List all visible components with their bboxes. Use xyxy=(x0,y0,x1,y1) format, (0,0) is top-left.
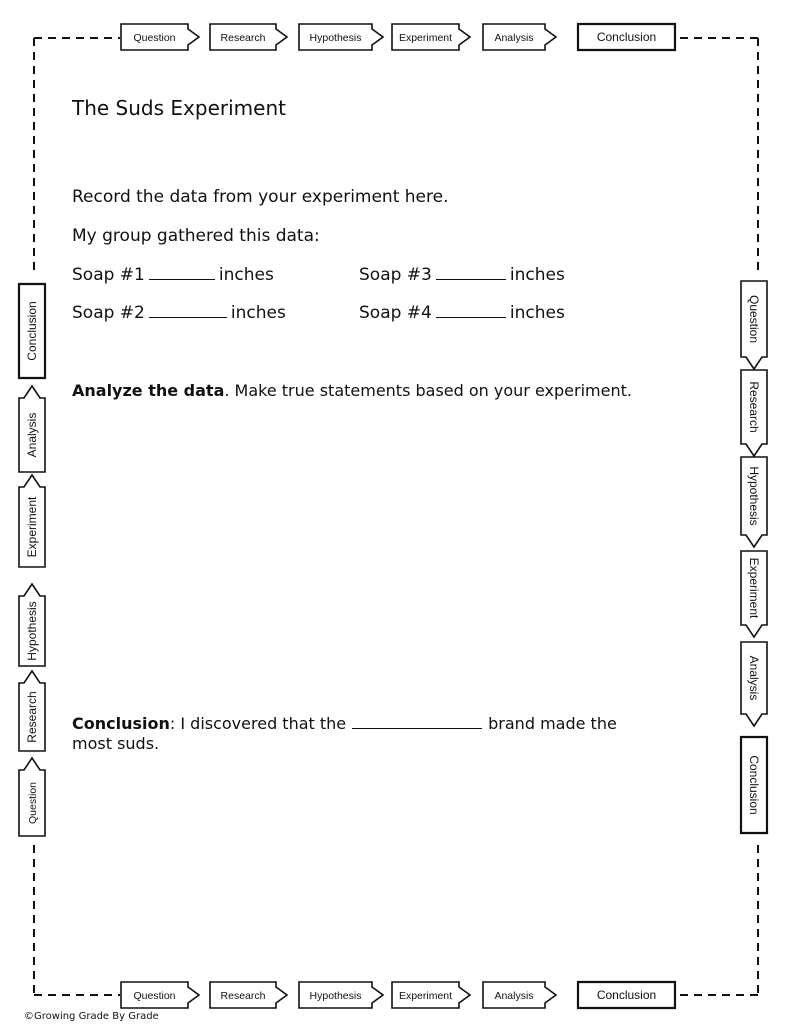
soap-3-row xyxy=(359,264,565,286)
top-step-research xyxy=(210,24,287,50)
top-step-label: Hypothesis xyxy=(309,32,362,44)
top-step-question xyxy=(121,24,199,50)
right-step-label: Experiment xyxy=(747,557,761,619)
soap-2-row xyxy=(72,302,286,324)
left-step-question xyxy=(19,758,45,836)
bottom-step-hypothesis xyxy=(299,982,383,1008)
soap-3-blank[interactable] xyxy=(436,264,506,280)
left-step-label: Experiment xyxy=(25,496,39,558)
instruction-text: Record the data from your experiment here. xyxy=(72,187,449,207)
right-step-label: Conclusion xyxy=(747,755,761,815)
top-step-label: Conclusion xyxy=(596,30,657,44)
right-step-label: Question xyxy=(747,294,761,344)
analyze-label: Analyze the data xyxy=(72,381,225,400)
worksheet-title: The Suds Experiment xyxy=(72,96,286,120)
top-step-label: Research xyxy=(220,32,266,44)
left-step-hypothesis xyxy=(19,584,45,666)
left-step-conclusion xyxy=(19,284,45,378)
right-step-label: Analysis xyxy=(747,655,761,701)
conclusion-label: Conclusion xyxy=(72,714,170,733)
left-step-label: Conclusion xyxy=(25,301,39,361)
top-step-analysis xyxy=(483,24,556,50)
soap-2-label: Soap #2 xyxy=(72,303,145,323)
top-step-label: Experiment xyxy=(398,32,453,44)
left-step-analysis xyxy=(19,386,45,472)
analyze-text: . Make true statements based on your experiment. xyxy=(224,381,632,400)
left-step-label: Analysis xyxy=(25,412,39,458)
brand-blank[interactable] xyxy=(352,713,482,729)
soap-1-label: Soap #1 xyxy=(72,265,145,285)
conclusion-text-before: : I discovered that the xyxy=(169,714,347,733)
soap-2-blank[interactable] xyxy=(149,302,227,318)
bottom-step-conclusion xyxy=(578,982,675,1008)
left-step-label: Question xyxy=(27,781,39,825)
left-step-label: Hypothesis xyxy=(25,601,39,661)
right-step-question xyxy=(741,281,767,369)
soap-1-blank[interactable] xyxy=(149,264,215,280)
soap-3-unit: inches xyxy=(509,265,565,285)
soap-2-unit: inches xyxy=(230,303,286,323)
conclusion-prompt xyxy=(72,713,617,734)
right-step-conclusion xyxy=(741,737,767,833)
left-step-experiment xyxy=(19,475,45,567)
bottom-steps-row xyxy=(121,982,675,1008)
top-step-conclusion xyxy=(578,24,675,50)
group-data-text: My group gathered this data: xyxy=(72,226,320,246)
soap-1-unit: inches xyxy=(218,265,274,285)
left-step-research xyxy=(19,671,45,751)
top-step-label: Analysis xyxy=(494,32,534,44)
top-steps-row xyxy=(121,24,675,50)
right-step-label: Hypothesis xyxy=(747,466,761,526)
right-step-research xyxy=(741,370,767,456)
bottom-step-question xyxy=(121,982,199,1008)
left-steps-column xyxy=(19,284,45,836)
bottom-step-label: Hypothesis xyxy=(309,990,362,1002)
top-step-label: Question xyxy=(133,32,176,44)
analyze-prompt xyxy=(72,380,632,401)
bottom-step-analysis xyxy=(483,982,556,1008)
top-step-experiment xyxy=(392,24,470,50)
right-step-hypothesis xyxy=(741,457,767,547)
bottom-step-label: Experiment xyxy=(398,990,453,1002)
soap-4-label: Soap #4 xyxy=(359,303,432,323)
right-step-label: Research xyxy=(747,381,761,433)
left-step-label: Research xyxy=(25,691,39,743)
copyright-footer: ©Growing Grade By Grade xyxy=(24,1011,159,1022)
soap-4-row xyxy=(359,302,565,324)
bottom-step-label: Question xyxy=(133,990,176,1002)
bottom-step-label: Research xyxy=(220,990,266,1002)
soap-4-blank[interactable] xyxy=(436,302,506,318)
right-steps-column xyxy=(741,281,767,833)
bottom-step-label: Conclusion xyxy=(596,988,657,1002)
conclusion-line-2: most suds. xyxy=(72,734,160,753)
right-step-analysis xyxy=(741,642,767,726)
top-step-hypothesis xyxy=(299,24,383,50)
right-step-experiment xyxy=(741,551,767,637)
bottom-step-research xyxy=(210,982,287,1008)
conclusion-text-after: brand made the xyxy=(488,714,617,733)
soap-3-label: Soap #3 xyxy=(359,265,432,285)
soap-4-unit: inches xyxy=(509,303,565,323)
soap-1-row xyxy=(72,264,274,286)
bottom-step-experiment xyxy=(392,982,470,1008)
bottom-step-label: Analysis xyxy=(494,990,534,1002)
